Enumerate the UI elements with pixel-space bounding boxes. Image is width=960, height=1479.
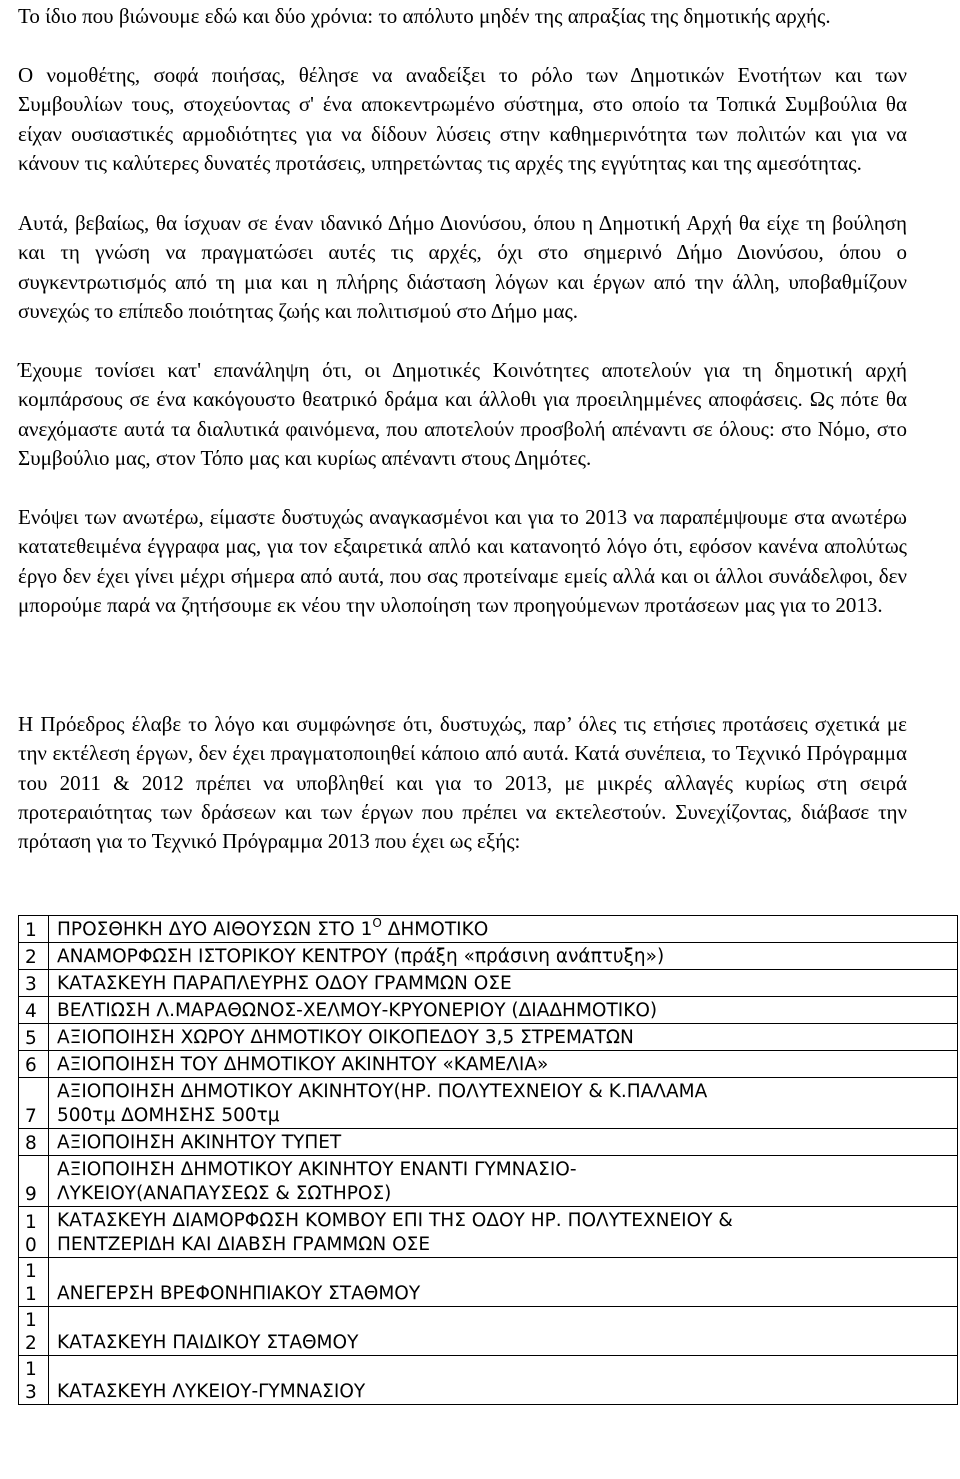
row-number [19, 1207, 49, 1258]
project-title-line: ΑΞΙΟΠΟΙΗΣΗ ΔΗΜΟΤΙΚΟΥ ΑΚΙΝΗΤΟΥ(ΗΡ. ΠΟΛΥΤΕΧΝΕΙΟΥ & Κ.ΠΑΛΑΜΑ [57, 1081, 708, 1102]
row-number-digit: 0 [25, 1235, 37, 1256]
project-title [49, 1207, 958, 1258]
project-title-line: 500τμ ΔΟΜΗΣΗΣ 500τμ [57, 1105, 280, 1126]
row-number: 7 [19, 1078, 49, 1129]
table-row [19, 1258, 958, 1307]
project-title: ΚΑΤΑΣΚΕΥΗ ΠΑΙΔΙΚΟΥ ΣΤΑΘΜΟΥ [49, 1307, 958, 1356]
row-number: 8 [19, 1129, 49, 1156]
table-row [19, 1024, 958, 1051]
project-title [49, 1156, 958, 1207]
project-title-text: ΠΡΟΣΘΗΚΗ ΔΥΟ ΑΙΘΟΥΣΩΝ ΣΤΟ 1 [57, 919, 373, 940]
row-number-digit: 1 [25, 1284, 37, 1305]
project-title: ΒΕΛΤΙΩΣΗ Λ.ΜΑΡΑΘΩΝΟΣ-ΧΕΛΜΟΥ-ΚΡΥΟΝΕΡΙΟΥ (ΔΙΑΔΗΜΟΤΙΚΟ) [49, 997, 958, 1024]
row-number-digit: 1 [25, 1310, 37, 1331]
row-number-digit: 1 [25, 1212, 37, 1233]
table-row [19, 1207, 958, 1258]
row-number [19, 1258, 49, 1307]
project-title: ΚΑΤΑΣΚΕΥΗ ΛΥΚΕΙΟΥ-ΓΥΜΝΑΣΙΟΥ [49, 1356, 958, 1405]
project-title-line: ΚΑΤΑΣΚΕΥΗ ΔΙΑΜΟΡΦΩΣΗ ΚΟΜΒΟΥ ΕΠΙ ΤΗΣ ΟΔΟΥ ΗΡ. ΠΟΛΥΤΕΧΝΕΙΟΥ & [57, 1210, 733, 1231]
paragraph: Ενόψει των ανωτέρω, είμαστε δυστυχώς αναγκασμένοι και για το 2013 να παραπέμψουμε στα ανωτέρω κατατεθειμένα έγγραφα μας, για τον εξαιρετικά απλό και κατανοητό λόγο ότι, εφόσον κανένα απολύτως έργο δεν έχει γίνει μέχρι σήμερα από αυτά, που σας προτείναμε εμείς αλλά και οι άλλοι συνάδελφοι, δεν μπορούμε παρά να ζητήσουμε εκ νέου την υλοποίηση των προηγούμενων προτάσεων μας για το 2013. [18, 505, 907, 617]
table-row [19, 1356, 958, 1405]
row-number-digit: 3 [25, 1382, 37, 1403]
row-number: 4 [19, 997, 49, 1024]
project-title: ΑΞΙΟΠΟΙΗΣΗ ΤΟΥ ΔΗΜΟΤΙΚΟΥ ΑΚΙΝΗΤΟΥ «ΚΑΜΕΛΙΑ» [49, 1051, 958, 1078]
row-number-digit: 2 [25, 1333, 37, 1354]
row-number [19, 1307, 49, 1356]
table-row [19, 1078, 958, 1129]
paragraph: Αυτά, βεβαίως, θα ίσχυαν σε έναν ιδανικό Δήμο Διονύσου, όπου η Δημοτική Αρχή θα είχε τη βούληση και τη γνώση να πραγματώσει αυτές τις αρχές, όχι στο σημερινό Δήμο Διονύσου, όπου ο συγκεντρωτισμός από τη μια και η πλήρης διάσταση λόγων και έργων από την άλλη, υποβαθμίζουν συνεχώς το επίπεδο ποιότητας ζωής και πολιτισμού στο Δήμο μας. [18, 211, 907, 323]
project-title: ΑΝΑΜΟΡΦΩΣΗ ΙΣΤΟΡΙΚΟΥ ΚΕΝΤΡΟΥ (πράξη «πράσινη ανάπτυξη») [49, 943, 958, 970]
row-number [19, 1356, 49, 1405]
project-title-text: ΔΗΜΟΤΙΚΟ [381, 919, 489, 940]
paragraph: Η Πρόεδρος έλαβε το λόγο και συμφώνησε ότι, δυστυχώς, παρ’ όλες τις ετήσιες προτάσεις σχετικά με την εκτέλεση έργων, δεν έχει πραγματοποιηθεί κάποιο από αυτά. Κατά συνέπεια, το Τεχνικό Πρόγραμμα του 2011 & 2012 πρέπει να υποβληθεί και για το 2013, με μικρές αλλαγές κυρίως στη σειρά προτεραιότητας των δράσεων και των έργων που πρέπει να εκτελεστούν. Συνεχίζοντας, διάβασε την πρόταση για το Τεχνικό Πρόγραμμα 2013 που έχει ως εξής: [18, 712, 907, 854]
table-row [19, 1156, 958, 1207]
paragraph: Έχουμε τονίσει κατ' επανάληψη ότι, οι Δημοτικές Κοινότητες αποτελούν για τη δημοτική αρχή κομπάρσους σε ένα κακόγουστο θεατρικό δράμα και άλλοθι για προειλημμένες αποφάσεις. Ως πότε θα ανεχόμαστε αυτά τα διαλυτικά φαινόμενα, που αποτελούν προσβολή απέναντι σε όλους: στο Νόμο, στο Συμβούλιο μας, στον Τόπο μας και κυρίως απέναντι στους Δημότες. [18, 358, 907, 470]
technical-program-table [18, 915, 958, 1405]
ordinal-superscript: Ο [372, 916, 382, 930]
project-title: ΑΞΙΟΠΟΙΗΣΗ ΑΚΙΝΗΤΟΥ ΤΥΠΕΤ [49, 1129, 958, 1156]
project-title-line: ΑΞΙΟΠΟΙΗΣΗ ΔΗΜΟΤΙΚΟΥ ΑΚΙΝΗΤΟΥ ΕΝΑΝΤΙ ΓΥΜΝΑΣΙΟ- [57, 1159, 577, 1180]
project-title: ΚΑΤΑΣΚΕΥΗ ΠΑΡΑΠΛΕΥΡΗΣ ΟΔΟΥ ΓΡΑΜΜΩΝ ΟΣΕ [49, 970, 958, 997]
table-row [19, 1307, 958, 1356]
table-row [19, 1129, 958, 1156]
project-title: ΑΞΙΟΠΟΙΗΣΗ ΧΩΡΟΥ ΔΗΜΟΤΙΚΟΥ ΟΙΚΟΠΕΔΟΥ 3,5 ΣΤΡΕΜΑΤΩΝ [49, 1024, 958, 1051]
row-number: 5 [19, 1024, 49, 1051]
row-number-digit: 1 [25, 1359, 37, 1380]
row-number: 2 [19, 943, 49, 970]
project-title [49, 1078, 958, 1129]
table-row [19, 970, 958, 997]
row-number: 9 [19, 1156, 49, 1207]
table-row [19, 916, 958, 943]
table-row [19, 1051, 958, 1078]
paragraph: Το ίδιο που βιώνουμε εδώ και δύο χρόνια: το απόλυτο μηδέν της απραξίας της δημοτικής αρχής. [18, 4, 831, 28]
paragraph: Ο νομοθέτης, σοφά ποιήσας, θέλησε να αναδείξει το ρόλο των Δημοτικών Ενοτήτων και των Συμβουλίων τους, στοχεύοντας σ' ένα αποκεντρωμένο σύστημα, στο οποίο τα Τοπικά Συμβούλια θα είχαν ουσιαστικές αρμοδιότητες για να δίδουν λύσεις στην καθημερινότητα των πολιτών και για να κάνουν τις καλύτερες δυνατές προτάσεις, υπηρετώντας τις αρχές της εγγύτητας και της αμεσότητας. [18, 63, 907, 175]
project-title [49, 916, 958, 943]
project-title: ΑΝΕΓΕΡΣΗ ΒΡΕΦΟΝΗΠΙΑΚΟΥ ΣΤΑΘΜΟΥ [49, 1258, 958, 1307]
row-number: 6 [19, 1051, 49, 1078]
row-number: 3 [19, 970, 49, 997]
table-row [19, 943, 958, 970]
table-row [19, 997, 958, 1024]
row-number-digit: 1 [25, 1261, 37, 1282]
project-title-line: ΠΕΝΤΖΕΡΙΔΗ ΚΑΙ ΔΙΑΒΣΗ ΓΡΑΜΜΩΝ ΟΣΕ [57, 1234, 431, 1255]
row-number: 1 [19, 916, 49, 943]
project-title-line: ΛΥΚΕΙΟΥ(ΑΝΑΠΑΥΣΕΩΣ & ΣΩΤΗΡΟΣ) [57, 1183, 392, 1204]
